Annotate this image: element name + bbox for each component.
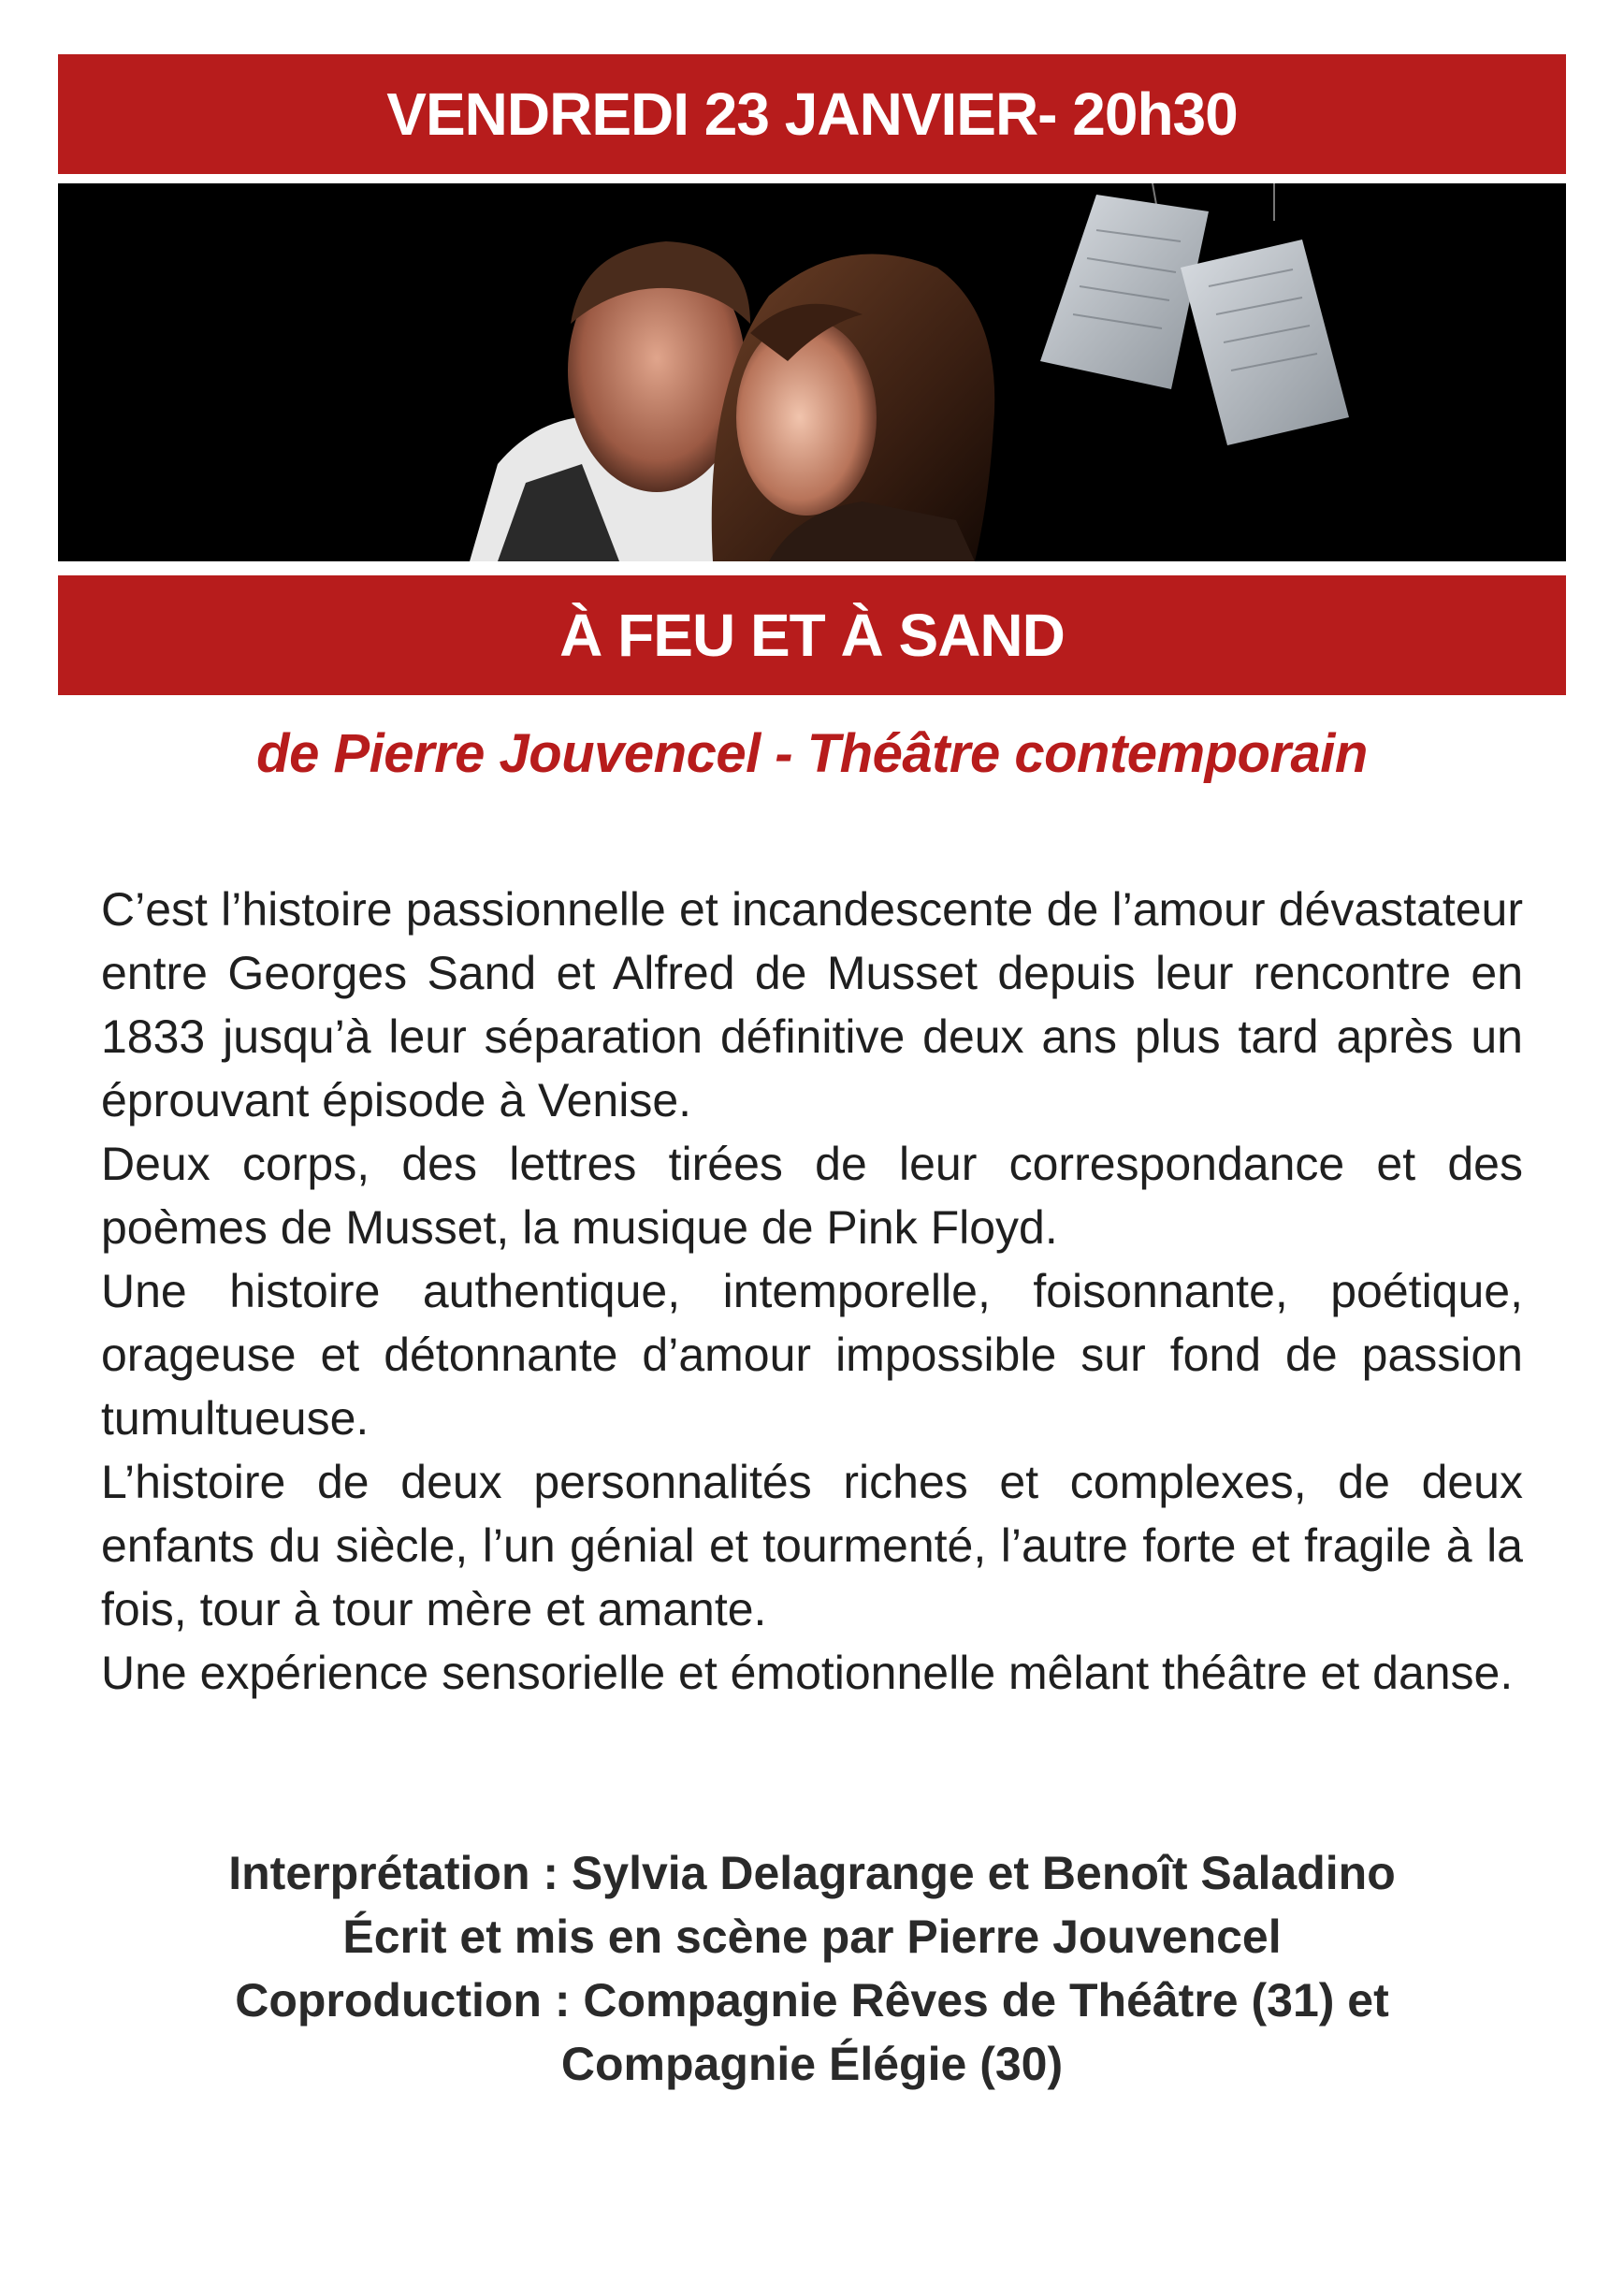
show-photo-illustration bbox=[58, 183, 1566, 561]
show-photo bbox=[58, 183, 1566, 561]
credit-line: Compagnie Élégie (30) bbox=[560, 2038, 1064, 2090]
actor-woman bbox=[736, 319, 877, 516]
credit-line: Coproduction : Compagnie Rêves de Théâtre (31) et bbox=[235, 1974, 1389, 2027]
show-title: À FEU ET À SAND bbox=[559, 602, 1065, 669]
description-paragraph: Deux corps, des lettres tirées de leur correspondance et des poèmes de Musset, la musique de Pink Floyd. bbox=[101, 1138, 1523, 1254]
credit-line: Interprétation : Sylvia Delagrange et Benoît Saladino bbox=[228, 1847, 1396, 1899]
description-paragraph: C’est l’histoire passionnelle et incandescente de l’amour dévastateur entre Georges Sand et Alfred de Musset depuis leur rencontre en 1833 jusqu’à leur séparation définitive deux ans plus tard après un éprouvant épisode à Venise. bbox=[101, 883, 1523, 1126]
description-paragraph: Une expérience sensorielle et émotionnelle mêlant théâtre et danse. bbox=[101, 1647, 1514, 1699]
date-time: VENDREDI 23 JANVIER- 20h30 bbox=[386, 80, 1238, 148]
credit-line: Écrit et mis en scène par Pierre Jouvencel bbox=[342, 1911, 1282, 1963]
title-banner bbox=[58, 575, 1566, 695]
description-paragraph: Une histoire authentique, intemporelle, foisonnante, poétique, orageuse et détonnante d’amour impossible sur fond de passion tumultueuse. bbox=[101, 1265, 1523, 1445]
description-paragraph: L’histoire de deux personnalités riches et complexes, de deux enfants du siècle, l’un génial et tourmenté, l’autre forte et fragile à la fois, tour à tour mère et amante. bbox=[101, 1456, 1523, 1635]
show-subtitle: de Pierre Jouvencel - Théâtre contemporain bbox=[256, 723, 1368, 784]
credits bbox=[58, 1841, 1566, 2096]
description bbox=[101, 878, 1523, 1705]
date-banner bbox=[58, 54, 1566, 174]
